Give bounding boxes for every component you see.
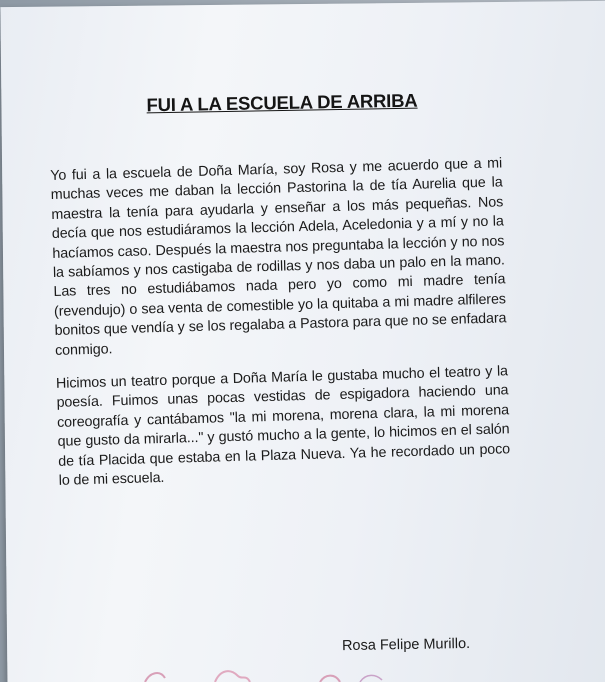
- paragraph: Hicimos un teatro porque a Doña María le gustaba mucho el teatro y la poesía. Fuimos unas pocas vestidas de espigadora haciendo una coreografía y cantábamos "la mi morena, morena clara, la mi morena que gusto da mirarla..." y gustó mucho a la gente, lo hicimos en el salón de tía Placida que estaba en la Plaza Nueva. Ya he recordado un poco lo de mi escuela.: [55, 363, 511, 489]
- document-body: [50, 154, 511, 505]
- drawing-fragment: [120, 664, 420, 682]
- document-title: FUI A LA ESCUELA DE ARRIBA: [146, 89, 418, 116]
- signature: Rosa Felipe Murillo.: [341, 635, 471, 655]
- paragraph: Yo fui a la escuela de Doña María, soy Rosa y me acuerdo que a mi muchas veces me daban la lección Pastorina la de tía Aurelia que la maestra la tenía para ayudarla y enseñar a los más pequeñas. Nos decía que nos estudiáramos la lección Adela, Aceledonia y a mí y no la hacíamos caso. Después la maestra nos preguntaba la lección y no nos la sabíamos y nos castigaba de rodillas y nos daba un palo en la mano. Las tres no estudiábamos nada pero yo como mi madre tenía (revendujo) o sea venta de comestible yo la quitaba a mi madre alfileres bonitos que vendía y se los regalaba a Pastora para que no se enfadara conmigo.: [50, 155, 507, 359]
